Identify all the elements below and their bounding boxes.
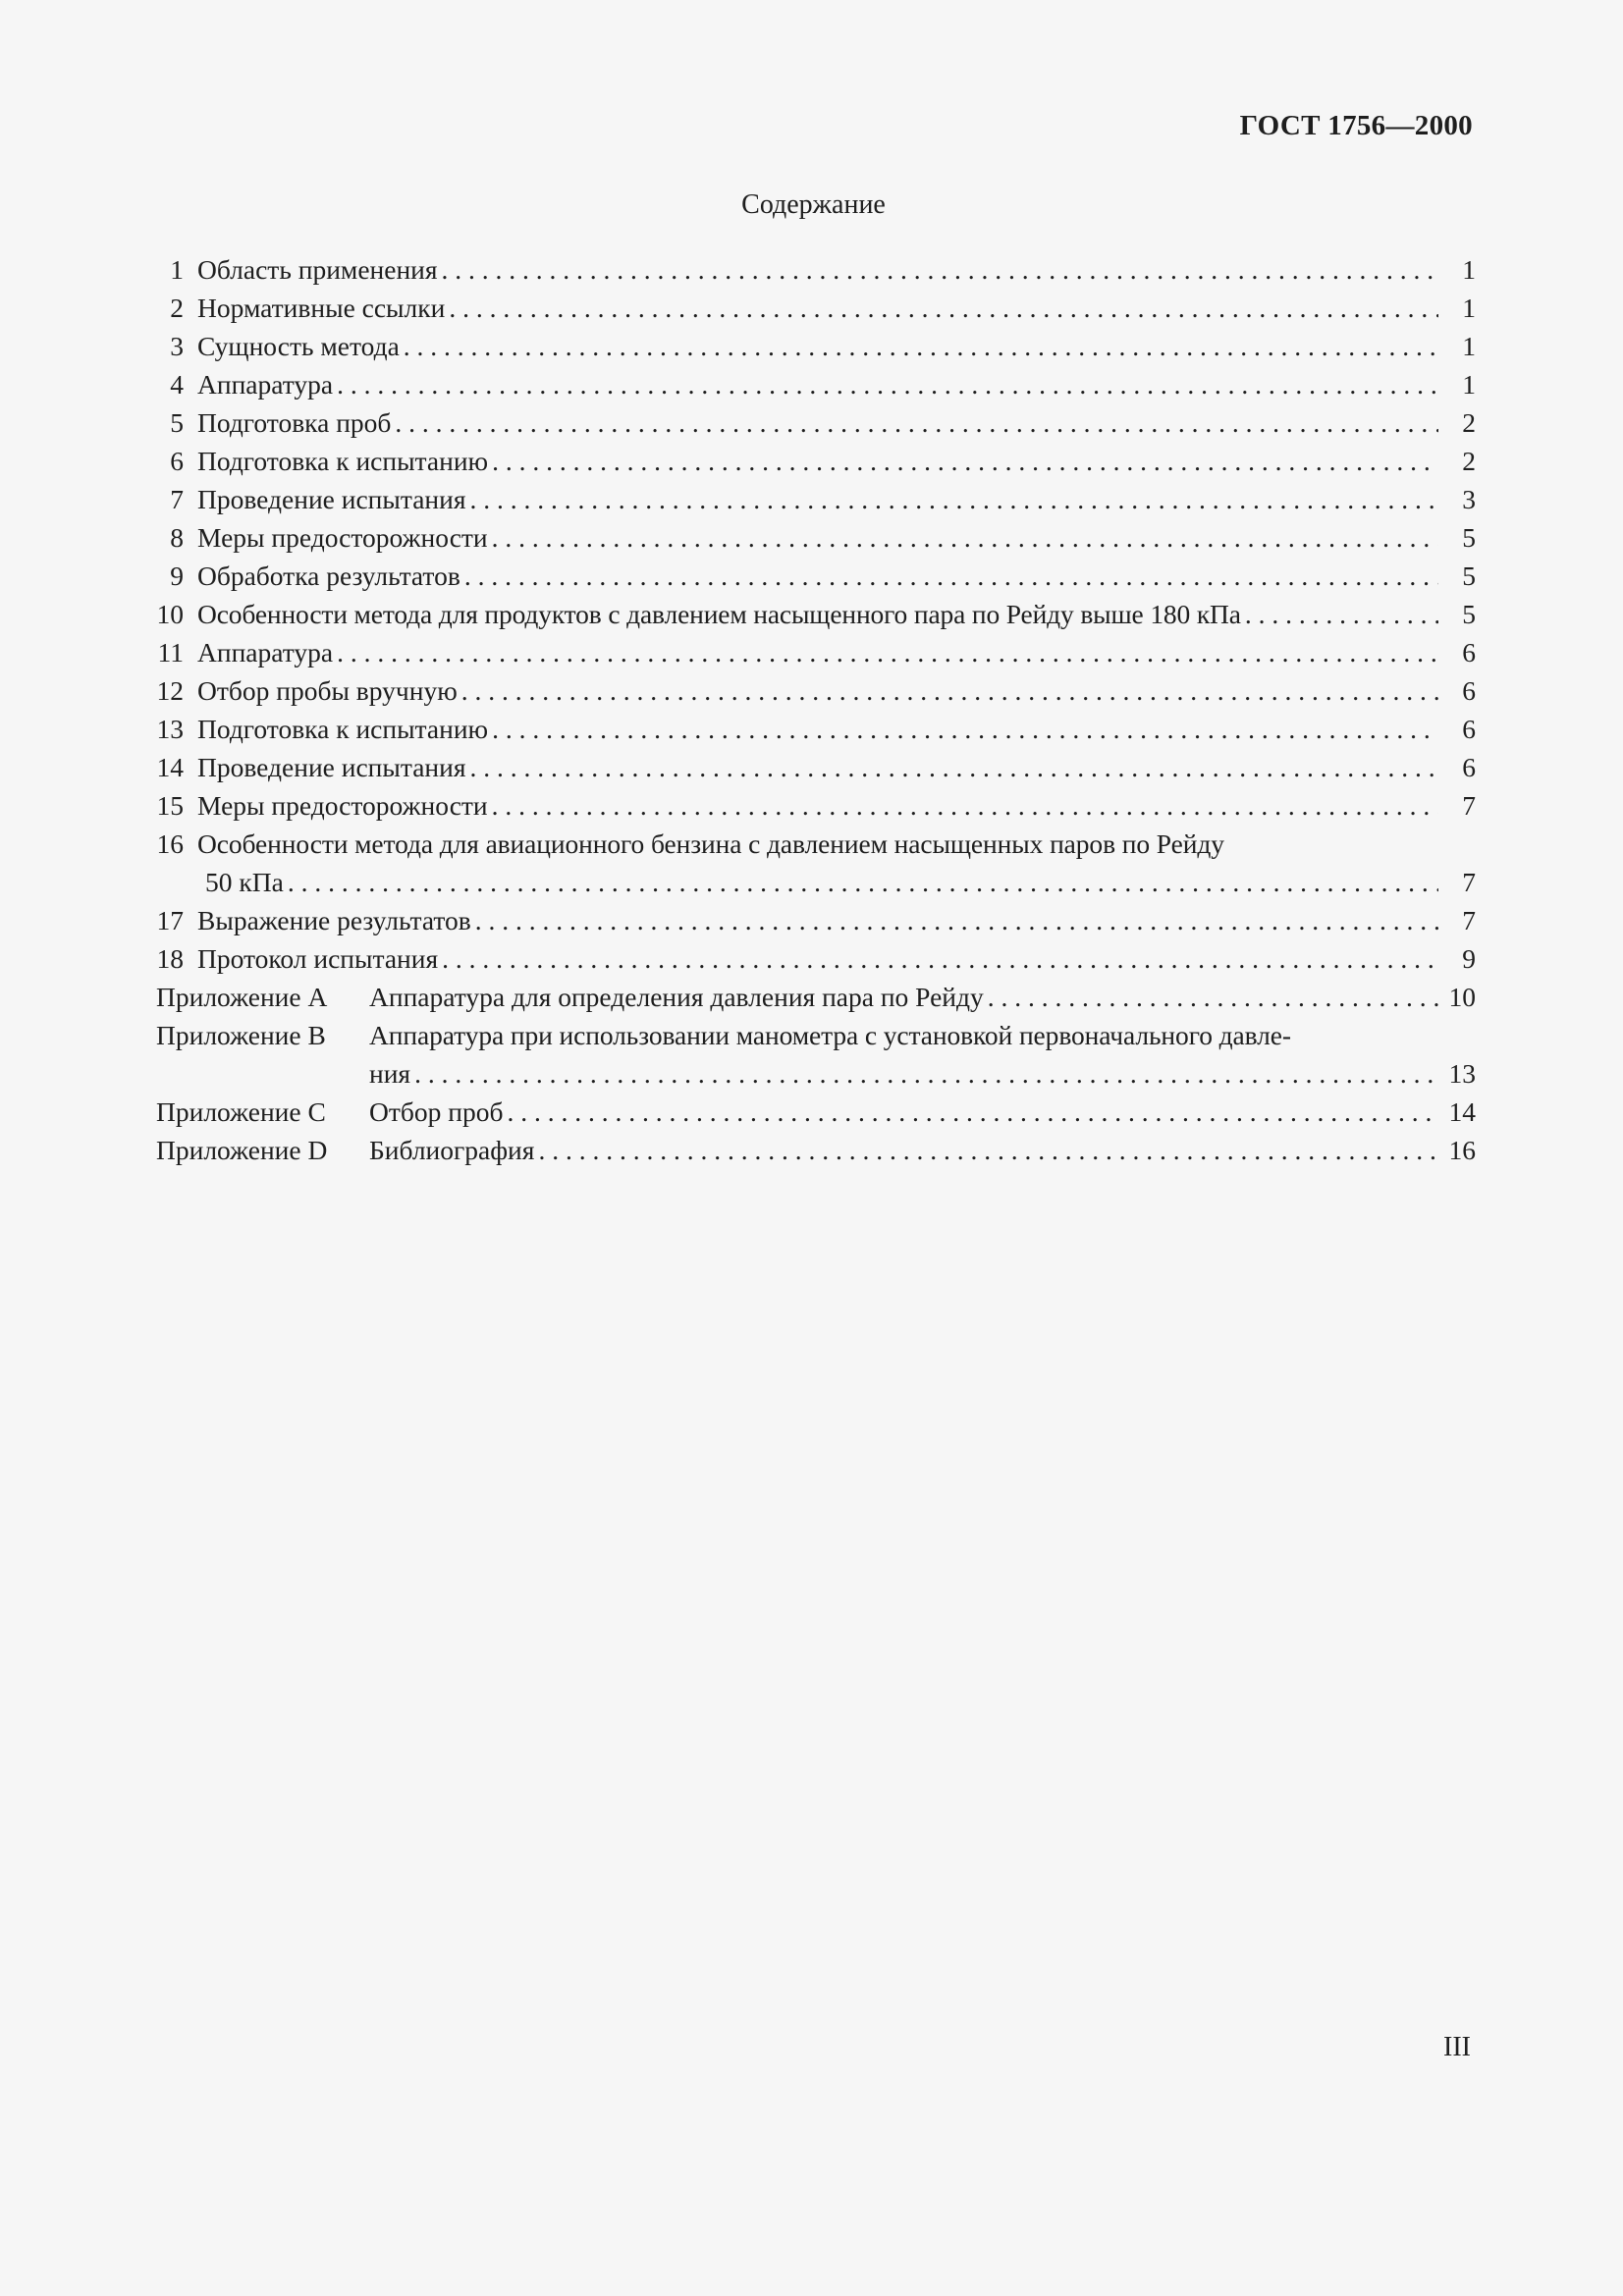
- toc-entry-number: 4: [170, 369, 184, 400]
- toc-entry-9[interactable]: [156, 557, 1476, 595]
- toc-entry-10[interactable]: [156, 595, 1476, 633]
- toc-title-text: Содержание: [741, 189, 886, 220]
- toc-entry-page: 2: [1462, 446, 1476, 476]
- appendix-page: 16: [1448, 1135, 1476, 1165]
- toc-entry-label: Особенности метода для продуктов с давлением насыщенного пара по Рейду выше 180 кПа: [197, 599, 1241, 629]
- toc-title: [0, 189, 1623, 221]
- leader-dots: [404, 327, 1438, 365]
- toc-entry-11[interactable]: [156, 633, 1476, 671]
- toc-entry-page: 1: [1462, 293, 1476, 323]
- toc-entry-2[interactable]: [156, 289, 1476, 327]
- appendix-b-continuation[interactable]: [156, 1054, 1476, 1093]
- appendix-page: 10: [1448, 982, 1476, 1012]
- appendix-title: Аппаратура при использовании манометра с установкой первоначального давле-: [369, 1020, 1291, 1050]
- toc-entry-label: Нормативные ссылки: [197, 293, 446, 323]
- toc-entry-4[interactable]: [156, 365, 1476, 403]
- toc-entry-5[interactable]: [156, 403, 1476, 442]
- appendix-label: Приложение А: [156, 982, 328, 1012]
- appendix-label: Приложение В: [156, 1020, 326, 1050]
- leader-dots: [337, 633, 1438, 671]
- toc-entry-16[interactable]: [156, 825, 1476, 863]
- toc-entry-number: 16: [156, 828, 184, 859]
- toc-entry-label: Проведение испытания: [197, 752, 466, 782]
- toc-entry-number: 3: [170, 331, 184, 361]
- toc-entry-label: Выражение результатов: [197, 905, 471, 935]
- leader-dots: [442, 250, 1438, 289]
- toc-entry-number: 18: [156, 943, 184, 974]
- toc-entry-number: 17: [156, 905, 184, 935]
- toc-entry-label: Аппаратура: [197, 637, 334, 667]
- toc-entry-page: 1: [1462, 254, 1476, 285]
- toc-entry-label: Аппаратура: [197, 369, 334, 400]
- toc-entry-page: 7: [1462, 790, 1476, 821]
- appendix-d[interactable]: [156, 1131, 1476, 1169]
- toc-entry-number: 7: [170, 484, 184, 514]
- toc-entry-page: 7: [1462, 905, 1476, 935]
- toc-entry-number: 14: [156, 752, 184, 782]
- leader-dots: [492, 710, 1438, 748]
- toc-entry-label: Сущность метода: [197, 331, 400, 361]
- toc-entry-page: 6: [1462, 675, 1476, 706]
- toc-entry-label-continuation: 50 кПа: [205, 867, 284, 897]
- toc-entry-page: 2: [1462, 407, 1476, 438]
- toc-entry-16-continuation[interactable]: [156, 863, 1476, 901]
- toc-entry-page: 1: [1462, 331, 1476, 361]
- leader-dots: [464, 557, 1438, 595]
- page-number: III: [1443, 2032, 1471, 2062]
- toc-entry-8[interactable]: [156, 518, 1476, 557]
- toc-entry-15[interactable]: [156, 786, 1476, 825]
- leader-dots: [449, 289, 1438, 327]
- appendix-b[interactable]: [156, 1016, 1476, 1054]
- toc-entry-13[interactable]: [156, 710, 1476, 748]
- toc-entry-17[interactable]: [156, 901, 1476, 939]
- toc-entry-page: 5: [1462, 522, 1476, 553]
- leader-dots: [538, 1131, 1438, 1169]
- leader-dots: [507, 1093, 1438, 1131]
- leader-dots: [470, 480, 1439, 518]
- toc-entry-label: Отбор пробы вручную: [197, 675, 458, 706]
- toc-entry-number: 9: [170, 561, 184, 591]
- toc-entry-label: Обработка результатов: [197, 561, 460, 591]
- leader-dots: [470, 748, 1439, 786]
- leader-dots: [492, 442, 1438, 480]
- appendix-title: Отбор проб: [369, 1096, 504, 1127]
- toc-entry-page: 6: [1462, 637, 1476, 667]
- leader-dots: [1245, 595, 1438, 633]
- toc-entry-7[interactable]: [156, 480, 1476, 518]
- toc-entry-6[interactable]: [156, 442, 1476, 480]
- leader-dots: [337, 365, 1438, 403]
- toc-entry-number: 12: [156, 675, 184, 706]
- leader-dots: [988, 978, 1438, 1016]
- appendix-c[interactable]: [156, 1093, 1476, 1131]
- toc-entry-number: 6: [170, 446, 184, 476]
- appendix-label: Приложение С: [156, 1096, 326, 1127]
- toc-entry-label: Проведение испытания: [197, 484, 466, 514]
- leader-dots: [492, 786, 1438, 825]
- toc-entry-label: Подготовка к испытанию: [197, 714, 489, 744]
- toc-entry-number: 11: [157, 637, 184, 667]
- leader-dots: [475, 901, 1438, 939]
- toc-entry-12[interactable]: [156, 671, 1476, 710]
- toc-entry-page: 5: [1462, 599, 1476, 629]
- toc-entry-label: Протокол испытания: [197, 943, 439, 974]
- toc-entry-page: 9: [1462, 943, 1476, 974]
- toc-entry-page: 3: [1462, 484, 1476, 514]
- leader-dots: [442, 939, 1438, 978]
- toc-entry-number: 2: [170, 293, 184, 323]
- toc-entry-page: 7: [1462, 867, 1476, 897]
- toc-entry-page: 6: [1462, 752, 1476, 782]
- toc-entry-label: Область применения: [197, 254, 438, 285]
- toc-entry-number: 10: [156, 599, 184, 629]
- toc-entry-1[interactable]: [156, 250, 1476, 289]
- appendix-page: 14: [1448, 1096, 1476, 1127]
- toc-entry-14[interactable]: [156, 748, 1476, 786]
- toc-entry-18[interactable]: [156, 939, 1476, 978]
- appendix-title-continuation: ния: [369, 1058, 411, 1089]
- toc-entry-number: 1: [170, 254, 184, 285]
- appendix-title: Библиография: [369, 1135, 535, 1165]
- toc-entry-number: 13: [156, 714, 184, 744]
- toc-entry-label: Меры предосторожности: [197, 522, 488, 553]
- toc-entry-page: 6: [1462, 714, 1476, 744]
- document-id: ГОСТ 1756—2000: [1239, 110, 1473, 141]
- leader-dots: [492, 518, 1438, 557]
- appendix-page: 13: [1448, 1058, 1476, 1089]
- table-of-contents: [156, 250, 1476, 1169]
- appendix-label: Приложение D: [156, 1135, 328, 1165]
- toc-entry-page: 1: [1462, 369, 1476, 400]
- leader-dots: [461, 671, 1438, 710]
- toc-entry-3[interactable]: [156, 327, 1476, 365]
- toc-entry-label: Меры предосторожности: [197, 790, 488, 821]
- toc-entry-number: 5: [170, 407, 184, 438]
- toc-entry-page: 5: [1462, 561, 1476, 591]
- leader-dots: [288, 863, 1438, 901]
- appendix-title: Аппаратура для определения давления пара по Рейду: [369, 982, 984, 1012]
- toc-entry-label: Подготовка к испытанию: [197, 446, 489, 476]
- appendix-a[interactable]: [156, 978, 1476, 1016]
- toc-entry-number: 8: [170, 522, 184, 553]
- toc-entry-number: 15: [156, 790, 184, 821]
- toc-entry-label: Особенности метода для авиационного бензина с давлением насыщенных паров по Рейду: [197, 828, 1224, 859]
- leader-dots: [395, 403, 1438, 442]
- leader-dots: [414, 1054, 1438, 1093]
- toc-entry-label: Подготовка проб: [197, 407, 392, 438]
